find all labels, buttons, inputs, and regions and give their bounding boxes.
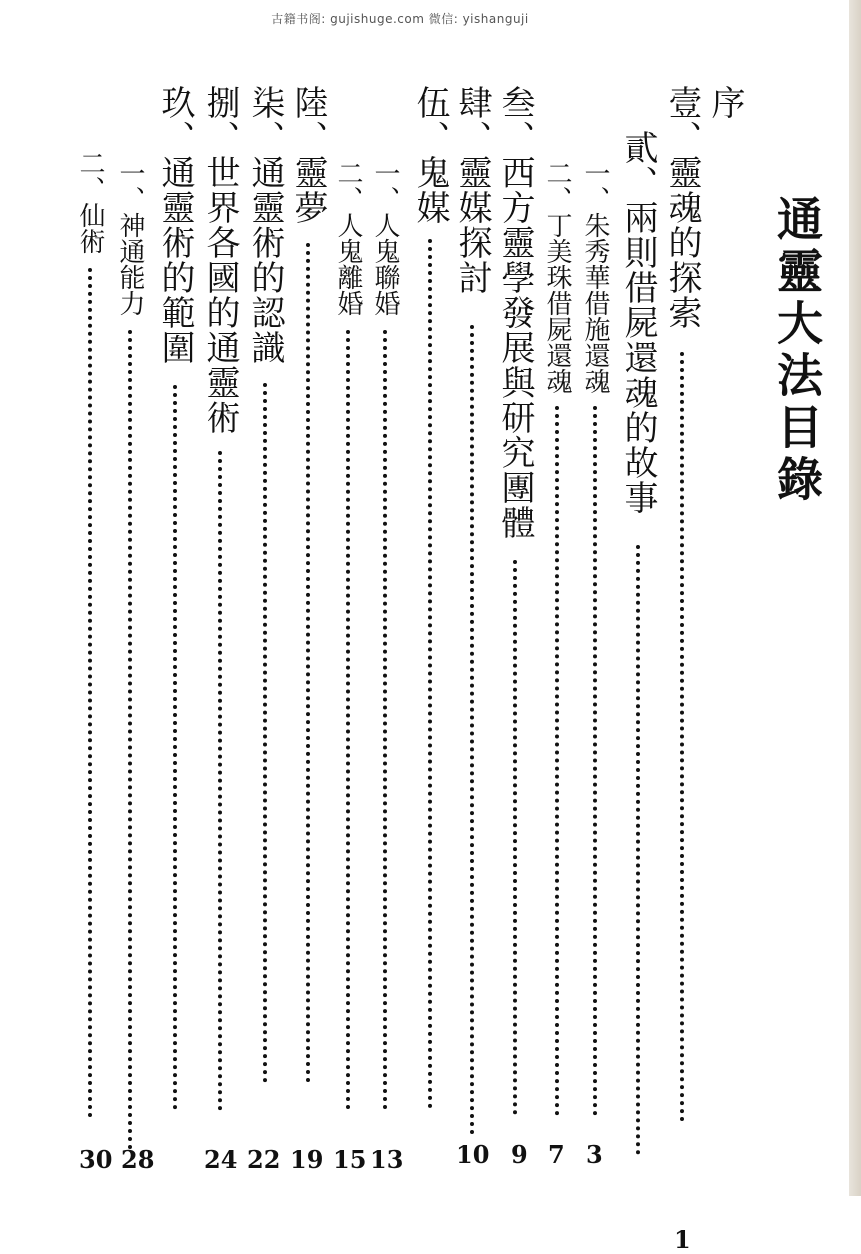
watermark: 古籍书阁: gujishuge.com 微信: yishanguji bbox=[271, 12, 529, 26]
toc-entry-label: 捌、世界各國的通靈術 bbox=[200, 85, 240, 435]
toc-entry-label: 一、人鬼聯婚 bbox=[370, 160, 400, 316]
toc-entry-label: 柒、通靈術的認識 bbox=[245, 85, 285, 365]
leader-dots bbox=[88, 268, 92, 1118]
toc-entry-label: 叁、西方靈學發展與研究團體 bbox=[495, 85, 535, 540]
leader-dots bbox=[128, 330, 132, 1150]
toc-entry-label: 貳、兩則借屍還魂的故事 bbox=[618, 130, 658, 515]
toc-entry-label: 二、仙術 bbox=[75, 150, 105, 254]
leader-dots bbox=[346, 330, 350, 1110]
toc-entry-label: 二、人鬼離婚 bbox=[333, 160, 363, 316]
page-number: 1 bbox=[674, 1225, 691, 1254]
toc-entry-5-1 bbox=[370, 160, 404, 1174]
toc-entry-5-2 bbox=[333, 160, 367, 1174]
toc-entry-label: 一、朱秀華借施還魂 bbox=[580, 160, 610, 394]
toc-entry-6 bbox=[288, 85, 328, 1174]
toc-entry-3 bbox=[495, 85, 535, 1169]
leader-dots bbox=[513, 560, 517, 1115]
toc-entry-label: 二、丁美珠借屍還魂 bbox=[542, 160, 572, 394]
page-number: 13 bbox=[370, 1145, 404, 1174]
toc-entry-label: 壹、靈魂的探索 bbox=[662, 85, 702, 330]
toc-entry-4 bbox=[452, 85, 492, 1169]
page-number: 7 bbox=[548, 1140, 565, 1169]
toc-entry-label: 伍、鬼媒 bbox=[410, 85, 450, 225]
page-number: 30 bbox=[79, 1145, 113, 1174]
leader-dots bbox=[636, 545, 640, 1155]
page-number: 22 bbox=[247, 1145, 281, 1174]
toc-entry-label: 一、神通能力 bbox=[115, 160, 145, 316]
page-number: 3 bbox=[586, 1140, 603, 1169]
toc-entry-9 bbox=[155, 85, 195, 1110]
toc-entry-9-2 bbox=[75, 150, 113, 1174]
toc-entry-1 bbox=[662, 85, 702, 1254]
toc-entry-5 bbox=[410, 85, 450, 1109]
toc-entry-2-2 bbox=[542, 160, 572, 1169]
leader-dots bbox=[680, 352, 684, 1122]
toc-entry-preface bbox=[705, 85, 745, 120]
toc-entry-label: 肆、靈媒探討 bbox=[452, 85, 492, 295]
toc-entry-2-1 bbox=[580, 160, 610, 1169]
leader-dots bbox=[593, 406, 597, 1116]
leader-dots bbox=[555, 406, 559, 1116]
leader-dots bbox=[263, 383, 267, 1083]
page-number: 10 bbox=[456, 1140, 490, 1169]
leader-dots bbox=[218, 451, 222, 1111]
leader-dots bbox=[306, 243, 310, 1083]
toc-entry-8 bbox=[200, 85, 240, 1174]
toc-entry-label: 序 bbox=[705, 85, 745, 120]
toc-entry-label: 玖、通靈術的範圍 bbox=[155, 85, 195, 365]
page-number: 19 bbox=[290, 1145, 324, 1174]
leader-dots bbox=[173, 385, 177, 1110]
page-number: 15 bbox=[333, 1145, 367, 1174]
leader-dots bbox=[383, 330, 387, 1110]
page-number: 28 bbox=[121, 1145, 155, 1174]
page-title: 通靈大法目錄 bbox=[770, 195, 824, 507]
toc-entry-label: 陸、靈夢 bbox=[288, 85, 328, 225]
leader-dots bbox=[428, 239, 432, 1109]
page-number: 9 bbox=[511, 1140, 528, 1169]
toc-entry-9-1 bbox=[115, 160, 155, 1174]
page-edge bbox=[849, 0, 861, 1196]
toc-entry-2 bbox=[618, 130, 658, 1155]
leader-dots bbox=[470, 325, 474, 1135]
page-number: 24 bbox=[204, 1145, 238, 1174]
toc-entry-7 bbox=[245, 85, 285, 1174]
